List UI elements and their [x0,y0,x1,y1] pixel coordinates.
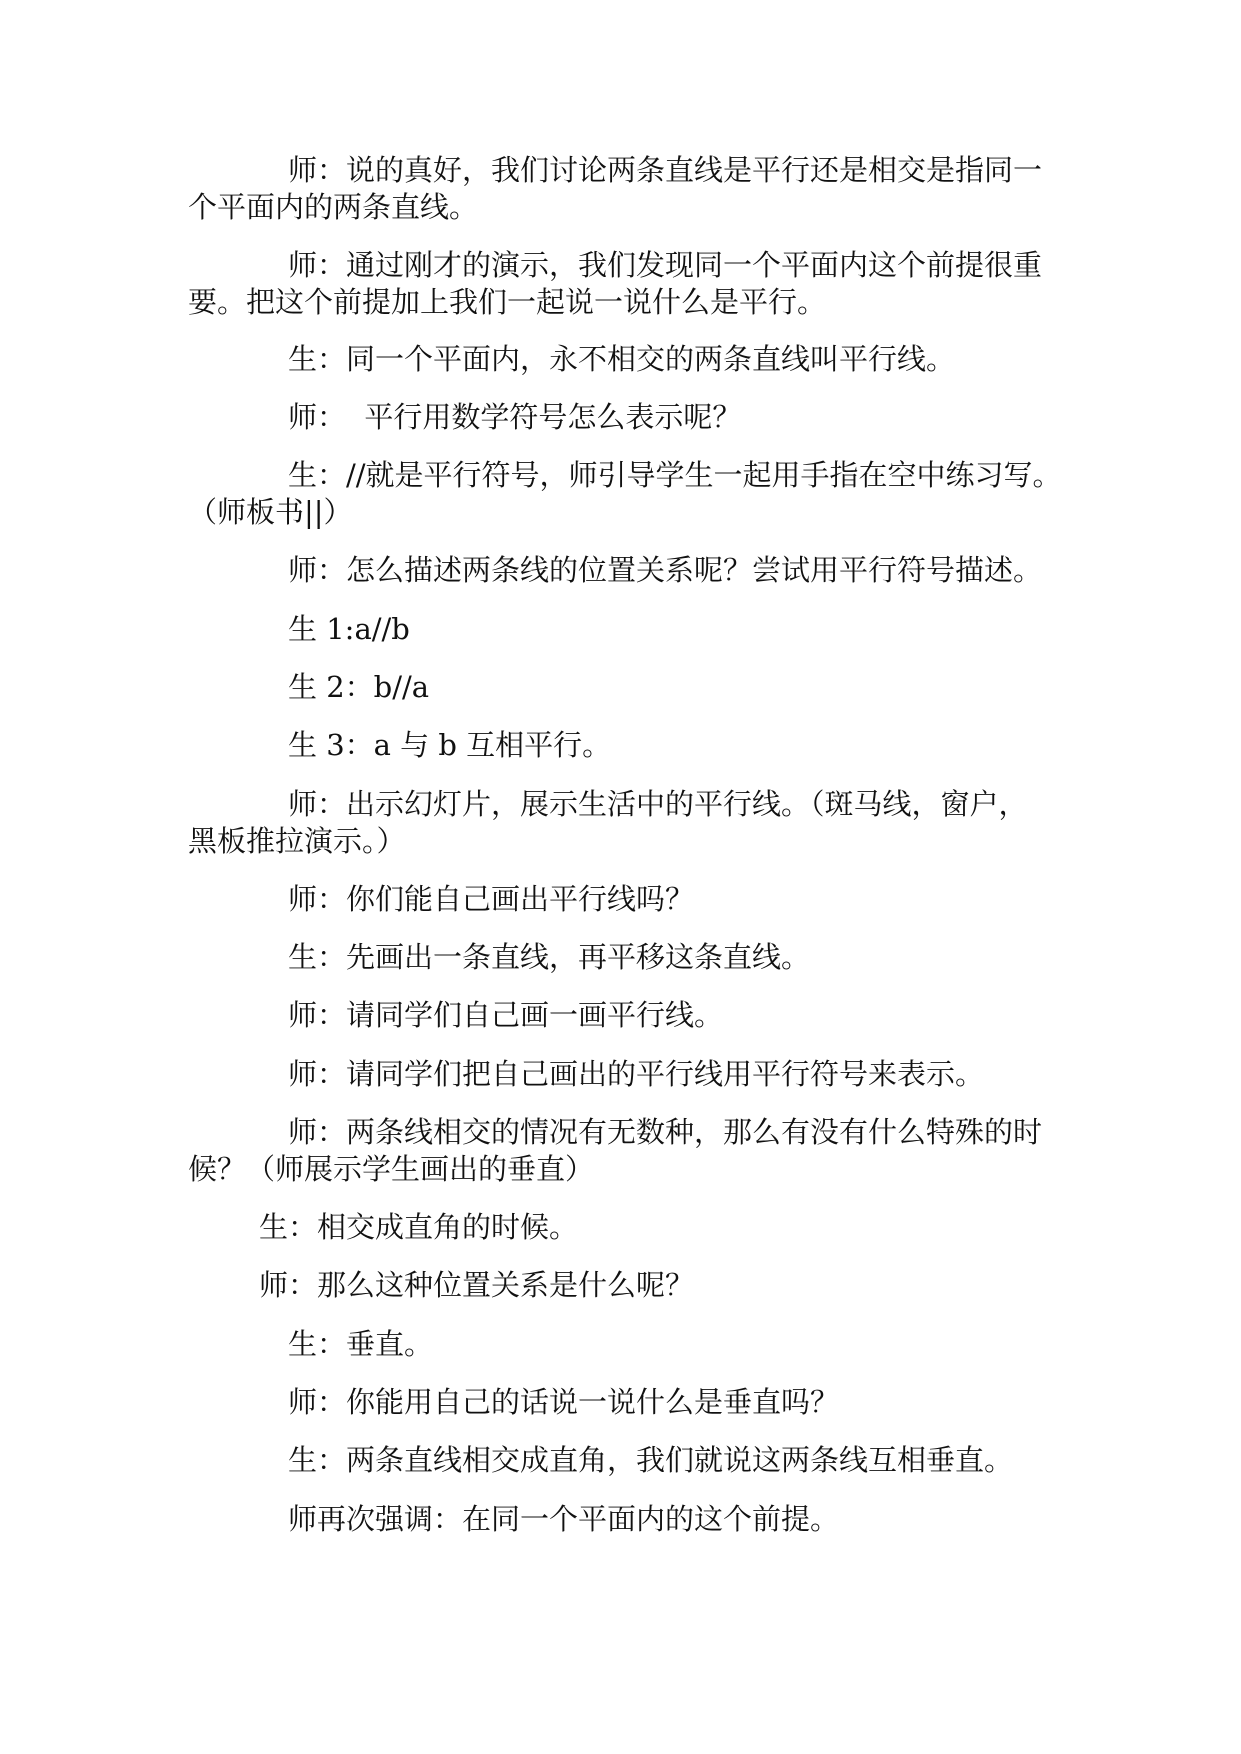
text-line: 生：同一个平面内，永不相交的两条直线叫平行线。 [288,342,956,376]
text-line: 生：相交成直角的时候。 [259,1210,579,1244]
text-line: 师： 平行用数学符号怎么表示呢？ [288,400,742,434]
text-line: 黑板推拉演示。） [188,824,406,858]
text-line: 师：请同学们自己画一画平行线。 [288,998,724,1032]
text-line: 师：出示幻灯片，展示生活中的平行线。（斑马线，窗户， [288,787,1028,821]
text-line: （师板书||） [188,495,353,529]
text-line: 生：垂直。 [288,1327,434,1361]
text-line: 师：那么这种位置关系是什么呢？ [259,1268,695,1302]
text-line: 个平面内的两条直线。 [188,190,479,224]
text-line: 生：先画出一条直线，再平移这条直线。 [288,940,811,974]
text-line: 师：说的真好，我们讨论两条直线是平行还是相交是指同一 [288,153,1043,187]
text-line: 生：两条直线相交成直角，我们就说这两条线互相垂直。 [288,1443,1014,1477]
text-line: 生 2：b//a [288,670,430,704]
text-line: 师：通过刚才的演示，我们发现同一个平面内这个前提很重 [288,248,1043,282]
text-line: 师：怎么描述两条线的位置关系呢？尝试用平行符号描述。 [288,553,1043,587]
text-line: 要。把这个前提加上我们一起说一说什么是平行。 [188,285,827,319]
text-line: 生 3：a 与 b 互相平行。 [288,728,612,762]
text-line: 师：你能用自己的话说一说什么是垂直吗？ [288,1385,840,1419]
text-line: 生：//就是平行符号，师引导学生一起用手指在空中练习写。 [288,458,1062,492]
text-line: 候？（师展示学生画出的垂直） [188,1152,595,1186]
text-line: 师再次强调：在同一个平面内的这个前提。 [288,1502,840,1536]
text-line: 师：请同学们把自己画出的平行线用平行符号来表示。 [288,1057,985,1091]
text-line: 师：你们能自己画出平行线吗？ [288,882,695,916]
text-line: 生 1:a//b [288,612,410,646]
text-line: 师：两条线相交的情况有无数种，那么有没有什么特殊的时 [288,1115,1043,1149]
